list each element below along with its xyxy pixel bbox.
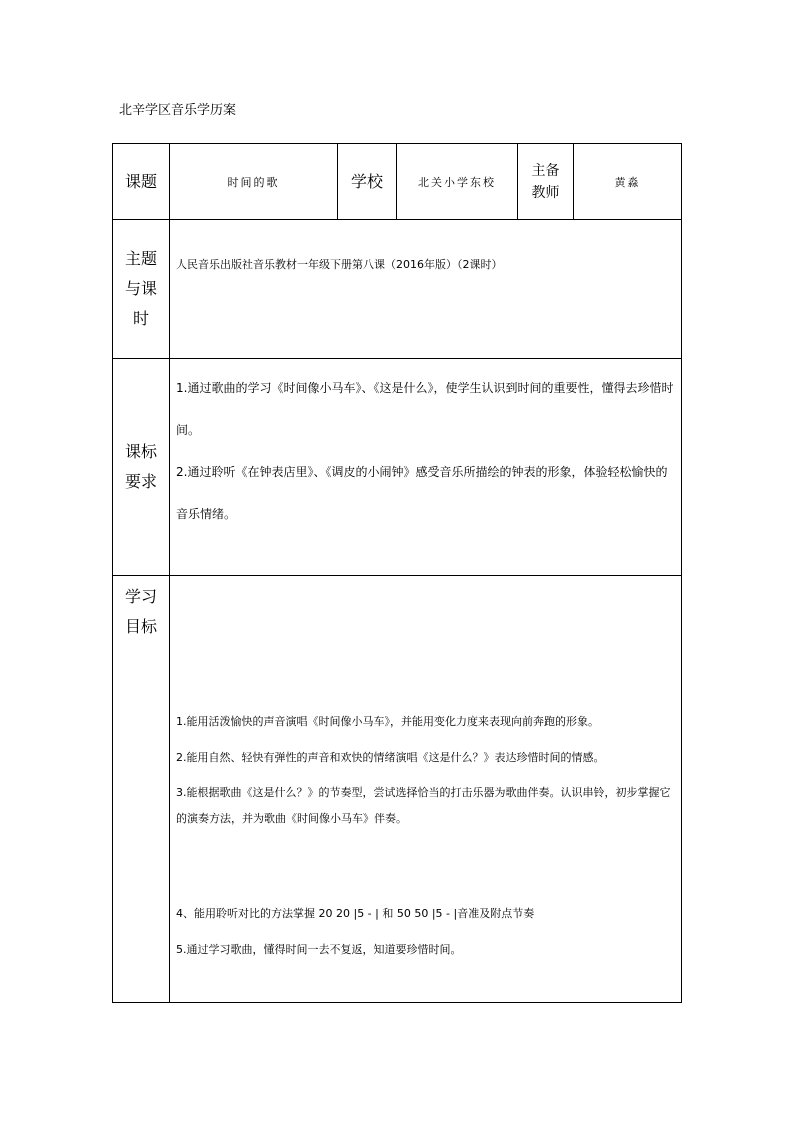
objective-item-1: 1.能用活泼愉快的声音演唱《时间像小马车》，并能用变化力度来表现向前奔跑的形象。 xyxy=(176,715,599,728)
objectives-content xyxy=(170,576,682,1003)
lesson-plan-table xyxy=(112,143,682,1003)
objective-item-2: 2.能用自然、轻快有弹性的声音和欢快的情绪演唱《这是什么？》表达珍惜时间的情感。 xyxy=(176,751,605,764)
label-topic: 课题 xyxy=(113,144,170,220)
standards-content xyxy=(170,359,682,576)
theme-content: 人民音乐出版社音乐教材一年级下册第八课（2016年版）（2课时） xyxy=(170,220,682,359)
objective-item-5: 5.通过学习歌曲，懂得时间一去不复返，知道要珍惜时间。 xyxy=(176,943,462,956)
row-standards xyxy=(113,359,682,576)
standards-item-2: 2.通过聆听《在钟表店里》、《调皮的小闹钟》感受音乐所描绘的钟表的形象，体验轻松愉快的音乐情绪。 xyxy=(176,465,668,521)
label-teacher: 主备教师 xyxy=(518,144,574,220)
topic-value: 时间的歌 xyxy=(170,144,338,220)
teacher-value: 黄淼 xyxy=(574,144,682,220)
label-theme: 主题与课时 xyxy=(113,220,170,359)
row-theme xyxy=(113,220,682,359)
standards-item-1: 1.通过歌曲的学习《时间像小马车》、《这是什么》，使学生认识到时间的重要性，懂得去珍惜时间。 xyxy=(176,381,674,437)
label-objectives: 学习目标 xyxy=(113,576,170,1003)
objective-item-4: 4、能用聆听对比的方法掌握 20 20 |5 - | 和 50 50 |5 - |音准及附点节奏 xyxy=(176,907,535,920)
objective-item-3: 3.能根据歌曲《这是什么？》的节奏型，尝试选择恰当的打击乐器为歌曲伴奏。认识串铃，初步掌握它的演奏方法，并为歌曲《时间像小马车》伴奏。 xyxy=(176,786,671,825)
document-title: 北辛学区音乐学历案 xyxy=(119,103,237,118)
label-school: 学校 xyxy=(338,144,397,220)
row-objectives xyxy=(113,576,682,1003)
label-standards: 课标要求 xyxy=(113,359,170,576)
school-value: 北关小学东校 xyxy=(397,144,518,220)
row-topic xyxy=(113,144,682,220)
